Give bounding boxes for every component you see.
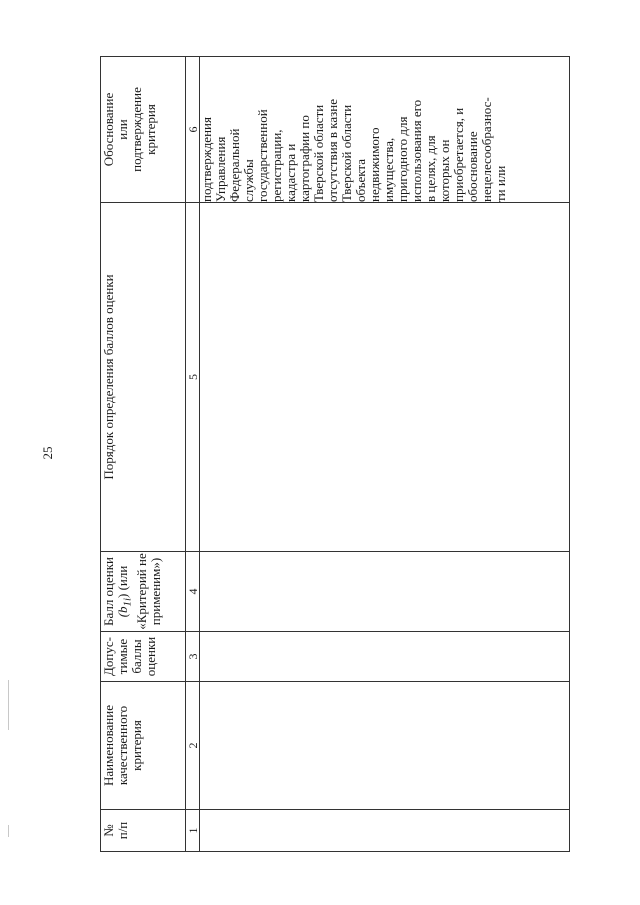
header-justification: Обоснование или подтверждение критерия [101,57,186,203]
rotated-page-content [100,57,570,852]
table-row [200,57,570,852]
column-number: 6 [186,57,200,203]
column-number: 2 [186,682,200,810]
column-number: 3 [186,632,200,682]
header-score: Балл оценки $(b_{1i})$ (или «Критерий не применим») [101,552,186,632]
header-scoring-procedure: Порядок определения баллов оценки [101,203,186,552]
cell-number [200,810,570,852]
cell-scoring-procedure [200,203,570,552]
header-number: № п/п [101,810,186,852]
cell-allowed-scores [200,632,570,682]
page-number: 25 [40,446,55,460]
criteria-table [100,56,570,852]
column-number-row [186,57,200,852]
column-number: 1 [186,810,200,852]
cell-score [200,552,570,632]
scan-mark [8,825,9,837]
column-number: 4 [186,552,200,632]
header-allowed-scores: Допус- тимые баллы оценки [101,632,186,682]
scan-mark [8,680,9,730]
header-row [101,57,186,852]
column-number: 5 [186,203,200,552]
header-criterion-name: Наименование качественного критерия [101,682,186,810]
cell-criterion-name [200,682,570,810]
cell-justification: подтверждения Управления Федеральной службы государственной регистрации, кадастра и картографии по Тверской области отсутствия в казне Тверской области объекта недвижимого имущества, пригодного для использования его в целях, для которых он приобретается, и обоснование нецелесообразнос- ти или [200,57,570,203]
